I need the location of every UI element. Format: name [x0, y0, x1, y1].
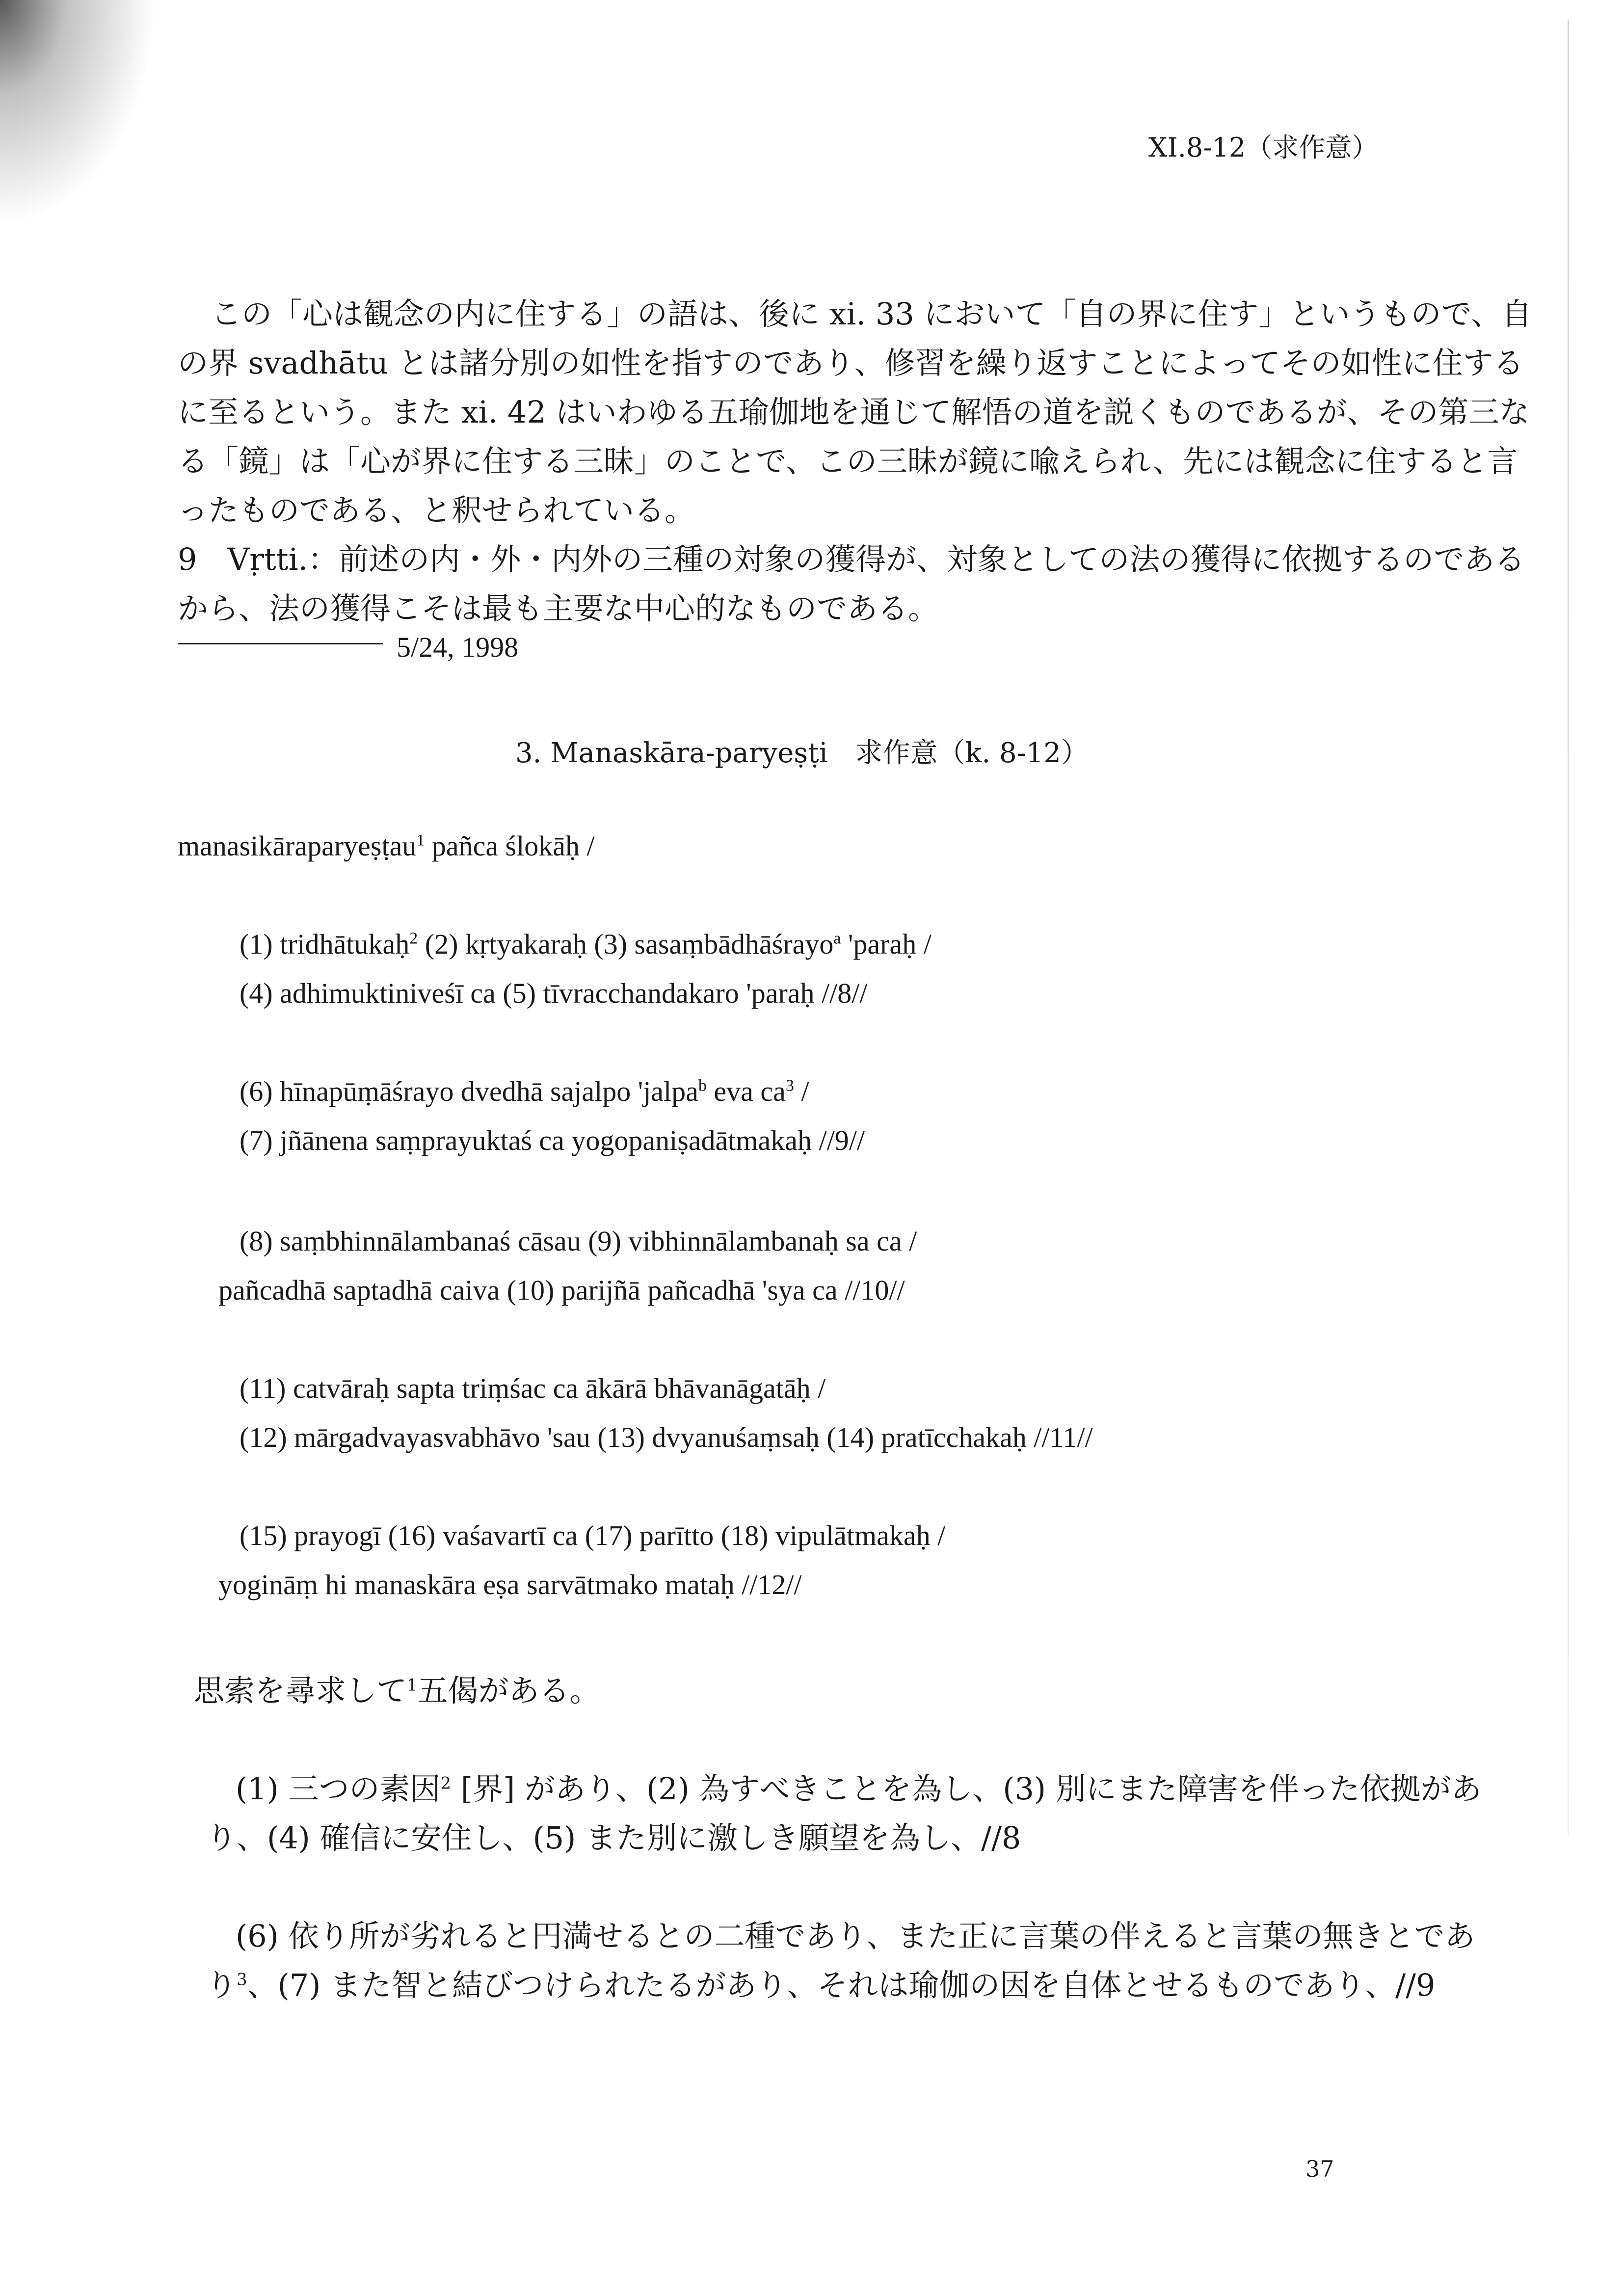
footnote-mark: 1: [407, 1675, 418, 1695]
verse-12-line-2: yogināṃ hi manaskāra eṣa sarvātmako mataḥ //12//: [218, 1569, 802, 1601]
date-rule: [178, 643, 383, 644]
note-9-line-2: から、法の獲得こそは最も主要な中心的なものである。: [178, 590, 939, 626]
translation-segment: [界] があり、(2) 為すべきことを為し、(3) 別にまた障害を伴った依拠があ: [451, 1771, 1482, 1807]
intro-rest: pañca ślokāḥ /: [425, 830, 595, 862]
translation-9-line-1: (6) 依り所が劣れると円満せるとの二種であり、また正に言葉の伴えると言葉の無きとであ: [236, 1918, 1475, 1954]
paragraph-line-5: ったものである、と釈せられている。: [178, 492, 695, 528]
scan-edge-shadow: [0, 0, 157, 226]
verse-8-line-2: (4) adhimuktiniveśī ca (5) tīvracchandakaro 'paraḥ //8//: [240, 977, 868, 1009]
verse-10-line-1: (8) saṃbhinnālambanaś cāsau (9) vibhinnālambanaḥ sa ca /: [240, 1225, 917, 1257]
footnote-mark: a: [833, 929, 841, 948]
footnote-mark: 3: [785, 1076, 794, 1095]
verse-segment: (1) tridhātukaḥ: [240, 928, 410, 960]
intro-line: [178, 829, 595, 862]
translation-8-line-1: [236, 1764, 1482, 1808]
date-stamp: 5/24, 1998: [397, 631, 519, 663]
verse-segment: (2) kṛtyakaraḥ (3) sasaṃbādhāśrayo: [418, 928, 834, 960]
verse-9-line-1: [240, 1075, 809, 1108]
running-header: XI.8-12（求作意）: [1148, 132, 1379, 163]
translation-segment: り: [206, 1967, 237, 2003]
verse-segment: eva ca: [706, 1075, 786, 1107]
translation-segment: 思索を尋求して: [194, 1673, 407, 1709]
verse-9-line-2: (7) jñānena saṃprayuktaś ca yogopaniṣadātmakaḥ //9//: [240, 1124, 865, 1156]
verse-11-line-1: (11) catvāraḥ sapta triṃśac ca ākārā bhāvanāgatāḥ /: [240, 1372, 826, 1404]
footnote-mark: 3: [237, 1970, 247, 1990]
paragraph-line-2: の界 svadhātu とは諸分別の如性を指すのであり、修習を繰り返すことによってその如性に住する: [178, 345, 1524, 381]
note-9-line-1: 9 Vṛtti.：前述の内・外・内外の三種の対象の獲得が、対象としての法の獲得に依拠するのである: [178, 541, 1525, 577]
paragraph-line-1: この「心は観念の内に住する」の語は、後に xi. 33 において「自の界に住す」というもので、自: [211, 296, 1532, 332]
scan-edge-line: [1568, 20, 1569, 1836]
intro-text: manasikāraparyeṣṭau: [178, 830, 417, 862]
footnote-mark: 2: [409, 929, 418, 948]
footnote-mark: b: [698, 1076, 707, 1095]
intro-footnote-mark: 1: [416, 831, 425, 850]
verse-11-line-2: (12) mārgadvayasvabhāvo 'sau (13) dvyanuśaṃsaḥ (14) pratīcchakaḥ //11//: [240, 1421, 1093, 1453]
verse-12-line-1: (15) prayogī (16) vaśavartī ca (17) parītto (18) vipulātmakaḥ /: [240, 1520, 946, 1551]
verse-segment: 'paraḥ /: [841, 928, 932, 960]
translation-8-line-2: り、(4) 確信に安住し、(5) また別に激しき願望を為し、//8: [206, 1820, 1021, 1856]
verse-10-line-2: pañcadhā saptadhā caiva (10) parijñā pañcadhā 'sya ca //10//: [218, 1274, 905, 1306]
page-number: 37: [1305, 2156, 1334, 2182]
verse-8-line-1: [240, 928, 932, 961]
section-title: 3. Manaskāra-paryeṣṭi 求作意（k. 8-12）: [515, 737, 1089, 769]
verse-segment: /: [794, 1075, 809, 1107]
translation-segment: (1) 三つの素因: [236, 1771, 441, 1807]
translation-9-line-2: [206, 1961, 1435, 2004]
footnote-mark: 2: [440, 1773, 452, 1793]
translation-segment: 五偈がある。: [417, 1673, 600, 1709]
paragraph-line-3: に至るという。また xi. 42 はいわゆる五瑜伽地を通じて解悟の道を説くものであるが、その第三な: [178, 394, 1530, 430]
verse-segment: (6) hīnapūṃāśrayo dvedhā sajalpo 'jalpa: [240, 1075, 698, 1107]
translation-segment: 、(7) また智と結びつけられたるがあり、それは瑜伽の因を自体とせるものであり、//9: [247, 1967, 1436, 2003]
translation-intro: [194, 1666, 600, 1710]
paragraph-line-4: る「鏡」は「心が界に住する三昧」のことで、この三昧が鏡に喩えられ、先には観念に住すると言: [178, 443, 1518, 479]
